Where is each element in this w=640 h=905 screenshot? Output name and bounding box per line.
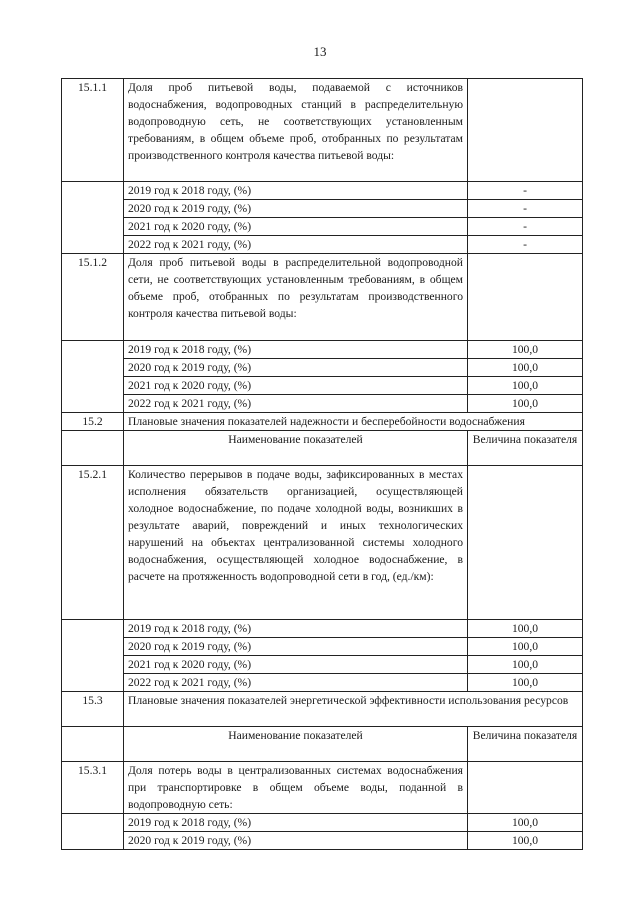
section-description: Доля проб питьевой воды, подаваемой с источников водоснабжения, водопроводных станций в распределительную водопроводную сеть, не соответствующих установленным требованиям, в общем объеме проб, отобранных по результатам производственного контроля качества питьевой воды: [124, 79, 468, 182]
row-value: 100,0 [468, 620, 583, 638]
row-label: 2019 год к 2018 году, (%) [124, 814, 468, 832]
table-row [62, 377, 583, 395]
section-title: Плановые значения показателей надежности и бесперебойности водоснабжения [124, 413, 583, 431]
row-value: 100,0 [468, 832, 583, 850]
table-row [62, 359, 583, 377]
column-header-row [62, 727, 583, 762]
section-number: 15.3 [62, 692, 124, 727]
indicators-table [61, 78, 583, 850]
section-15-2-title-row [62, 413, 583, 431]
row-label: 2021 год к 2020 году, (%) [124, 218, 468, 236]
row-value: 100,0 [468, 656, 583, 674]
section-title: Плановые значения показателей энергетической эффективности использования ресурсов [124, 692, 583, 727]
header-indicator-name: Наименование показателей [124, 431, 468, 466]
section-number: 15.2 [62, 413, 124, 431]
row-label: 2020 год к 2019 году, (%) [124, 638, 468, 656]
row-label: 2022 год к 2021 году, (%) [124, 674, 468, 692]
page-number: 13 [313, 44, 327, 59]
row-value: 100,0 [468, 674, 583, 692]
section-15-3-title-row [62, 692, 583, 727]
table-row [62, 341, 583, 359]
row-label: 2021 год к 2020 году, (%) [124, 656, 468, 674]
row-label: 2022 год к 2021 году, (%) [124, 236, 468, 254]
row-label: 2022 год к 2021 году, (%) [124, 395, 468, 413]
row-value: - [468, 218, 583, 236]
row-label: 2019 год к 2018 году, (%) [124, 341, 468, 359]
table-row [62, 236, 583, 254]
section-number: 15.3.1 [62, 762, 124, 814]
row-label: 2021 год к 2020 году, (%) [124, 377, 468, 395]
table-row [62, 656, 583, 674]
section-15-2-1-header-row [62, 466, 583, 620]
header-indicator-value: Величина показателя [468, 727, 583, 762]
row-label: 2020 год к 2019 году, (%) [124, 200, 468, 218]
table-row [62, 218, 583, 236]
section-15-1-2-header-row [62, 254, 583, 341]
row-label: 2020 год к 2019 году, (%) [124, 832, 468, 850]
table-row [62, 200, 583, 218]
section-description: Количество перерывов в подаче воды, зафиксированных в местах исполнения обязательств организацией, осуществляющей холодное водоснабжение, по подаче холодной воды, возникших в результате аварий, повреждений и иных технологических нарушений на объектах централизованной системы холодного водоснабжения, осуществляющей холодное водоснабжение, в расчете на протяженность водопроводной сети в год, (ед./км): [124, 466, 468, 620]
row-value: 100,0 [468, 341, 583, 359]
row-value: 100,0 [468, 638, 583, 656]
table-row [62, 182, 583, 200]
section-number: 15.2.1 [62, 466, 124, 620]
table-row [62, 674, 583, 692]
row-label: 2019 год к 2018 году, (%) [124, 620, 468, 638]
section-description: Доля проб питьевой воды в распределительной водопроводной сети, не соответствующих установленным требованиям, в общем объеме проб, отобранных по результатам производственного контроля качества питьевой воды: [124, 254, 468, 341]
row-value: 100,0 [468, 395, 583, 413]
header-indicator-value: Величина показателя [468, 431, 583, 466]
row-value: 100,0 [468, 814, 583, 832]
section-number: 15.1.1 [62, 79, 124, 182]
row-label: 2019 год к 2018 году, (%) [124, 182, 468, 200]
column-header-row [62, 431, 583, 466]
row-value: 100,0 [468, 359, 583, 377]
row-label: 2020 год к 2019 году, (%) [124, 359, 468, 377]
row-value: - [468, 236, 583, 254]
row-value: 100,0 [468, 377, 583, 395]
table-row [62, 638, 583, 656]
row-value: - [468, 200, 583, 218]
table-row [62, 832, 583, 850]
section-15-3-1-header-row [62, 762, 583, 814]
table-row [62, 395, 583, 413]
table-row [62, 620, 583, 638]
section-description: Доля потерь воды в централизованных системах водоснабжения при транспортировке в общем объеме воды, поданной в водопроводную сеть: [124, 762, 468, 814]
section-15-1-1-header-row [62, 79, 583, 182]
header-indicator-name: Наименование показателей [124, 727, 468, 762]
table-row [62, 814, 583, 832]
section-number: 15.1.2 [62, 254, 124, 341]
row-value: - [468, 182, 583, 200]
